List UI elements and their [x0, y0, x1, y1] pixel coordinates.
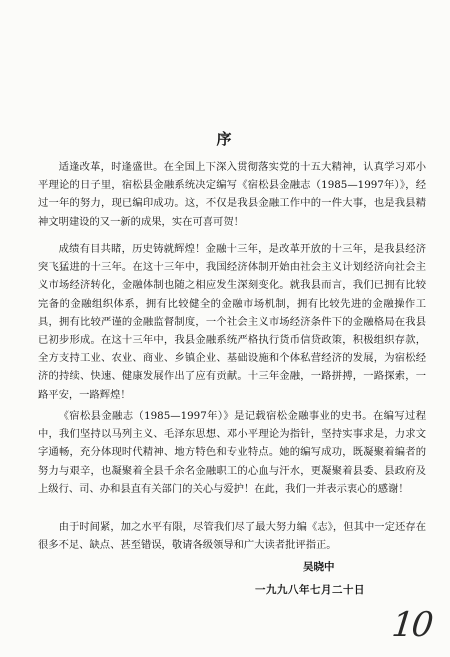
preface-title: 序 — [216, 130, 234, 148]
preface-paragraph-3: 《宿松县金融志（1985—1997年）》是记载宿松金融事业的史书。在编写过程中，我们坚持以马列主义、毛泽东思想、邓小平理论为指针，坚持实事求是，力求文字通畅，充分体现时代精神、地方特色和专业特点。她的编写成功，既凝聚着编者的努力与艰辛，也凝聚着全县千余名金融职工的心血与汗水，更凝聚着县委、县政府及上级行、司、办和县直有关部门的关心与爱护！在此，我们一并表示衷心的感谢！ — [38, 410, 426, 495]
preface-paragraph-2: 成绩有目共睹，历史铸就辉煌！金融十三年，是改革开放的十三年，是我县经济突飞猛进的十三年。在这十三年中，我国经济体制开始由社会主义计划经济向社会主义市场经济转化，金融体制也随之相应发生深刻变化。就我县而言，我们已拥有比较完备的金融组织体系，拥有比较健全的金融市场机制，拥有比较先进的金融操作工具，拥有比较严谨的金融监督制度，一个社会主义市场经济条件下的金融格局在我县已初步形成。在这十三年中，我县金融系统严格执行货币信贷政策，积极组织存款，全方支持工业、农业、商业、乡镇企业、基础设施和个体私营经济的发展，为宿松经济的持续、快速、健康发展作出了应有贡献。十三年金融，一路拼搏，一路探索，一路平安，一路辉煌！ — [38, 243, 426, 401]
signature-date: 一九九八年七月二十日 — [255, 584, 365, 596]
preface-paragraph-4: 由于时间紧，加之水平有限，尽管我们尽了最大努力编《志》，但其中一定还存在很多不足、缺点、甚至错误，敬请各级领导和广大读者批评指正。 — [38, 521, 426, 552]
author-signature: 吴晓中 — [303, 561, 335, 573]
preface-paragraph-1: 适逢改革，时逢盛世。在全国上下深入贯彻落实党的十五大精神，认真学习邓小平理论的日子里，宿松县金融系统决定编写《宿松县金融志（1985—1997年）》，经过一年的努力，现已编印成功。这，不仅是我县金融工作中的一件大事，也是我县精神文明建设的又一新的成果，实在可喜可贺！ — [38, 161, 426, 228]
handwritten-page-number: 10 — [389, 605, 434, 645]
